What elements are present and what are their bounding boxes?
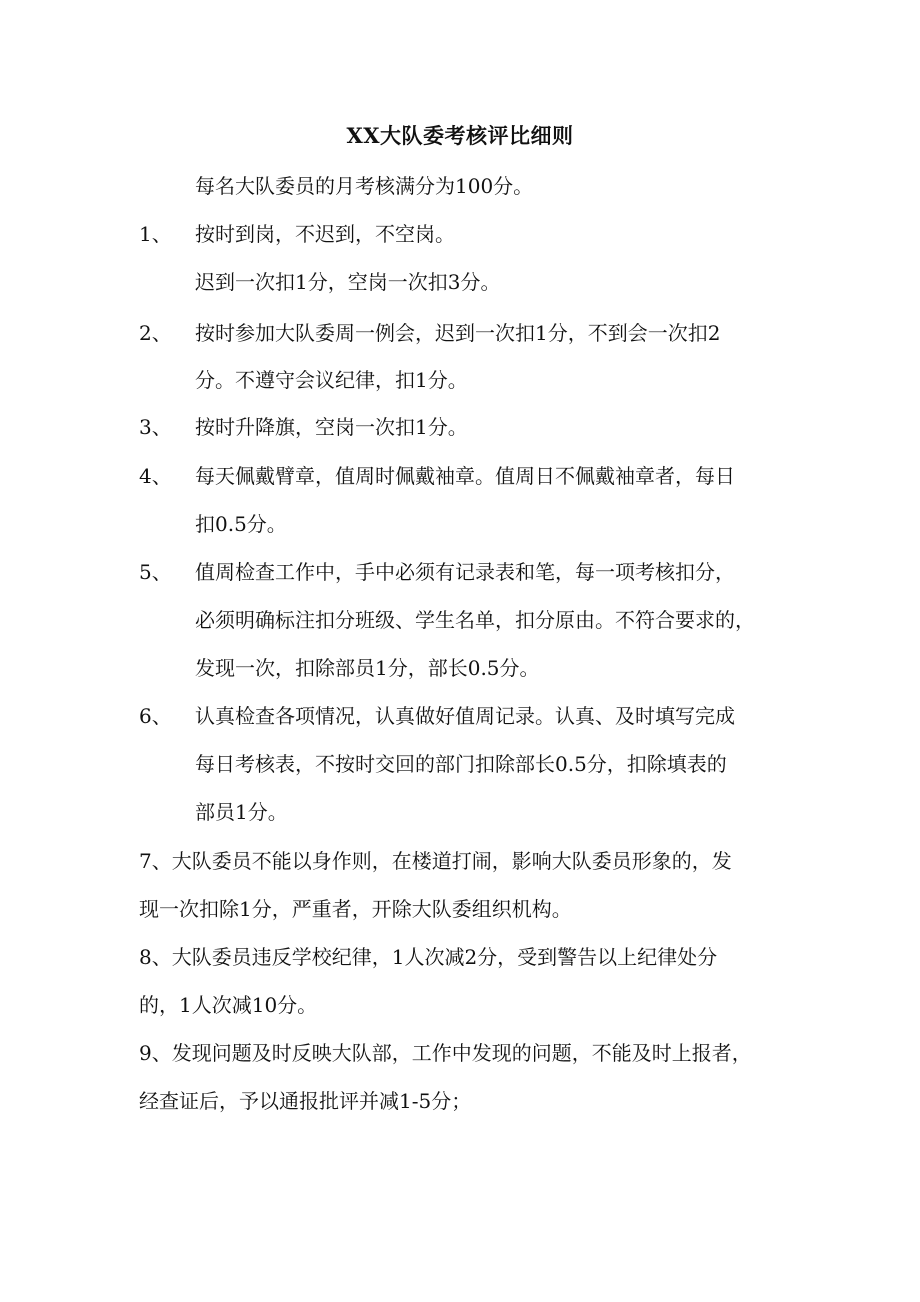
paragraph-9-line-1: 9、发现问题及时反映大队部，工作中发现的问题，不能及时上报者， bbox=[139, 1041, 752, 1065]
item-4-line-1: 每天佩戴臂章，值周时佩戴袖章。值周日不佩戴袖章者，每日 bbox=[195, 464, 735, 488]
item-6-line-3: 部员1分。 bbox=[195, 800, 288, 824]
item-3-number: 3、 bbox=[139, 415, 172, 439]
item-6-line-1: 认真检查各项情况，认真做好值周记录。认真、及时填写完成 bbox=[195, 704, 735, 728]
item-4-number: 4、 bbox=[139, 464, 172, 488]
item-1-line-2: 迟到一次扣1分，空岗一次扣3分。 bbox=[195, 270, 501, 294]
paragraph-7-line-2: 现一次扣除1分，严重者，开除大队委组织机构。 bbox=[139, 897, 572, 921]
intro-text: 每名大队委员的月考核满分为100分。 bbox=[195, 174, 534, 198]
paragraph-8-line-1: 8、大队委员违反学校纪律，1人次减2分，受到警告以上纪律处分 bbox=[139, 945, 718, 969]
item-2-number: 2、 bbox=[139, 321, 172, 345]
item-5-line-3: 发现一次，扣除部员1分，部长0.5分。 bbox=[195, 656, 540, 680]
paragraph-7-line-1: 7、大队委员不能以身作则，在楼道打闹，影响大队委员形象的，发 bbox=[139, 849, 732, 873]
document-title: XX大队委考核评比细则 bbox=[346, 123, 574, 148]
paragraph-9-line-2: 经查证后，予以通报批评并减1-5分； bbox=[139, 1089, 472, 1113]
item-1-number: 1、 bbox=[139, 222, 172, 246]
item-1-line-1: 按时到岗，不迟到，不空岗。 bbox=[195, 222, 455, 246]
item-6-number: 6、 bbox=[139, 704, 172, 728]
item-5-number: 5、 bbox=[139, 560, 172, 584]
item-3-line-1: 按时升降旗，空岗一次扣1分。 bbox=[195, 415, 468, 439]
item-6-line-2: 每日考核表，不按时交回的部门扣除部长0.5分，扣除填表的 bbox=[195, 752, 727, 776]
paragraph-8-line-2: 的，1人次减10分。 bbox=[139, 993, 318, 1017]
item-2-line-2: 分。不遵守会议纪律，扣1分。 bbox=[195, 368, 468, 392]
item-2-line-1: 按时参加大队委周一例会，迟到一次扣1分，不到会一次扣2 bbox=[195, 321, 721, 345]
item-5-line-2: 必须明确标注扣分班级、学生名单，扣分原由。不符合要求的， bbox=[195, 608, 755, 632]
item-4-line-2: 扣0.5分。 bbox=[195, 512, 287, 536]
item-5-line-1: 值周检查工作中，手中必须有记录表和笔，每一项考核扣分， bbox=[195, 560, 735, 584]
